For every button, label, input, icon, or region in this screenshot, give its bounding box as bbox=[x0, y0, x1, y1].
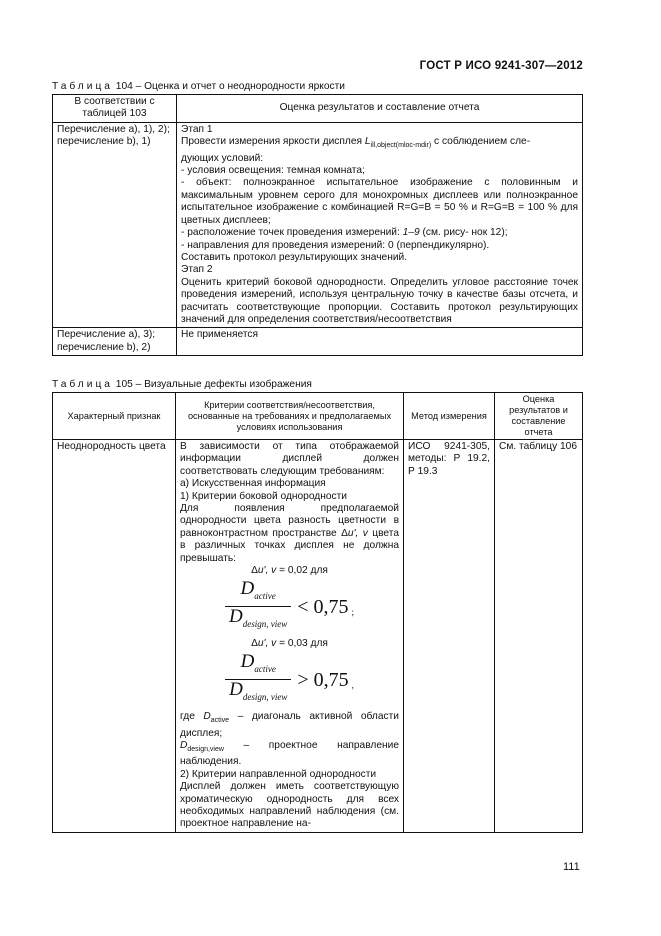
page-number: 111 bbox=[563, 861, 580, 873]
chromaticity-paragraph: Для появления предполагаемой однородности цвета разность цветности в равноконтрастном пространстве Δu', v цвета в различных точках дисплея не должна превышать: bbox=[180, 503, 399, 564]
table-104 bbox=[52, 94, 583, 356]
row-ref: Перечисление a), 3); перечисление b), 2) bbox=[53, 328, 177, 356]
table-105-caption: Таблица 105 – Визуальные дефекты изображения bbox=[52, 379, 312, 390]
formula-2: $\frac{D_{active}}{D_{design, view}}$ > 0,75 , bbox=[180, 652, 399, 707]
points-line: - расположение точек проведения измерений: 1–9 (см. рису- нок 12); bbox=[181, 227, 508, 239]
measure-line: Провести измерения яркости дисплея $L_{ill,object(mloc-mdir)}$ с соблюдением сле- bbox=[181, 136, 531, 150]
row-ref: Перечисление a), 1), 2); перечисление b), 1) bbox=[53, 122, 177, 328]
row-method: ИСО 9241-305, методы: Р 19.2, Р 19.3 bbox=[404, 440, 495, 833]
col-header-method: Метод измерения bbox=[404, 393, 495, 440]
table-104-caption: Таблица 104 – Оценка и отчет о неоднородности яркости bbox=[52, 81, 345, 92]
table-row bbox=[53, 328, 583, 356]
document-header: ГОСТ Р ИСО 9241-307—2012 bbox=[419, 60, 583, 72]
row-feature: Неоднородность цвета bbox=[53, 440, 176, 833]
col-header-evaluation: Оценка результатов и составление отчета bbox=[177, 95, 583, 123]
condition-2: Δu', v = 0,03 для bbox=[251, 638, 328, 650]
row-evaluation: Не применяется bbox=[177, 328, 583, 356]
table-row bbox=[53, 122, 583, 328]
where-1: где $D_{active}$ – диагональ активной области дисплея; bbox=[180, 711, 399, 739]
where-2: $D_{design,view}$ – проектное направление наблюдения. bbox=[180, 739, 399, 768]
condition-1: Δu', v = 0,02 для bbox=[251, 565, 328, 577]
col-header-ref: В соответствии с таблицей 103 bbox=[53, 95, 177, 123]
row-evaluation: Этап 1 Провести измерения яркости дисплея $L_{ill,object(mloc-mdir)}$ с соблюдением сле- дующих условий: - условия освещения: темная комната; - объект: полноэкранное испытательное изображение с половинным и максимальным уровнем серого для монохромных дисплеев или полноэкранное испытательное изображение с комбинацией R=G=B = 50 % и R=G=B = 100 % для цветных дисплеев; - расположение точек проведения измерений: 1–9 (см. рису- нок 12); - направления для проведения измерений: 0 (перпендикулярно). Составить протокол результирующих значений. Этап 2 Оценить критерий боковой однородности. Определить угловое расстояние точек проведения измерений, используя центральную точку в качестве базы отсчета, и расчитать соответствующие пропорции. Составить протокол результирующих значений для определения соответствия/несоответствия bbox=[177, 122, 583, 328]
table-105 bbox=[52, 392, 583, 833]
table-header-row bbox=[53, 393, 583, 440]
col-header-evaluation: Оценка результатов и составление отчета bbox=[495, 393, 583, 440]
col-header-criteria: Критерии соответствия/несоответствия, основанные на требованиях и предполагаемых условиях использования bbox=[176, 393, 404, 440]
row-evaluation: См. таблицу 106 bbox=[495, 440, 583, 833]
formula-1: $\frac{D_{active}}{D_{design, view}}$ < 0,75 ; bbox=[180, 579, 399, 634]
row-criteria: В зависимости от типа отображаемой информации дисплей должен соответствовать следующим требованиям: а) Искусственная информация 1) Критерии боковой однородности Для появления предполагаемой однородности цвета разность цветности в равноконтрастном пространстве Δu', v цвета в различных точках дисплея не должна превышать: Δu', v = 0,02 для $\frac{D_{active}}{D_{design, view}}$ < 0,75 ; Δu', v = 0,03 для $\frac{D_{active}}{D_{design, view}}$ > 0,75 , где $D_{active}$ – диагональ активной области дисплея; $D_{design,view}$ – проектное направление наблюдения. 2) Критерии направленной однородности Дисплей должен иметь соответствующую хроматическую однородность для всех необходимых направлений наблюдения (см. проектное направление на- bbox=[176, 440, 404, 833]
table-row bbox=[53, 440, 583, 833]
col-header-feature: Характерный признак bbox=[53, 393, 176, 440]
table-header-row bbox=[53, 95, 583, 123]
